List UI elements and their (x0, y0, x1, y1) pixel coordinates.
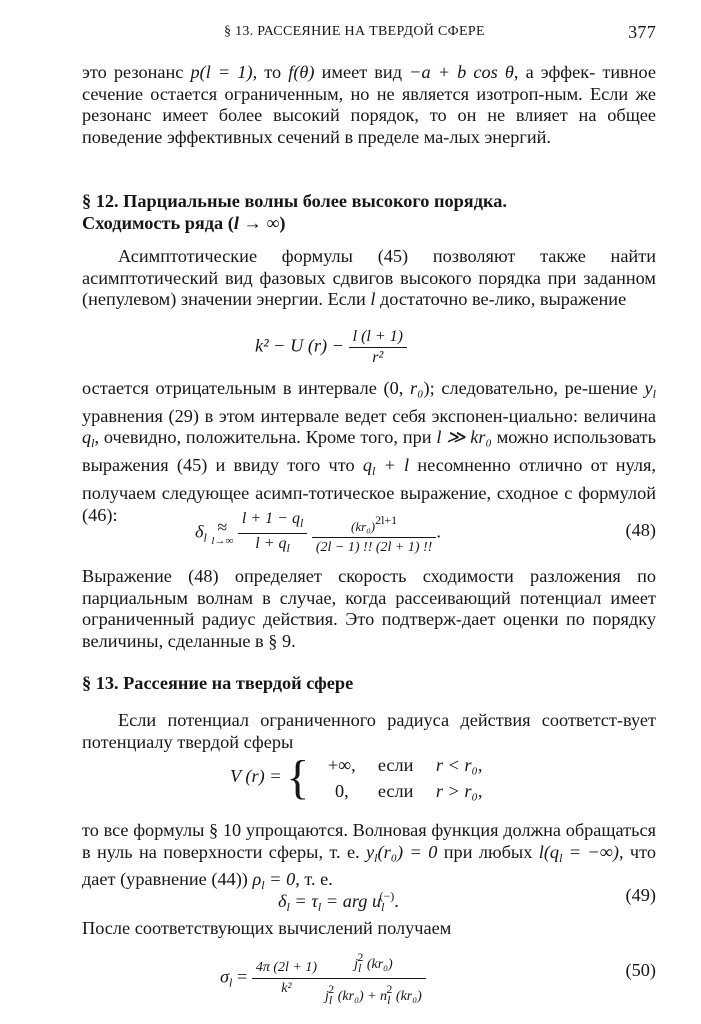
paragraph-convergence: Выражение (48) определяет скорость сходимости разложения по парциальным волнам в случае, когда рассеивающий потенциал имеет ограниченный радиус действия. Это подтверж-дает оценки по порядку величины, сделанные в § 9. (82, 566, 656, 652)
subscript: l (261, 878, 265, 893)
running-title: § 13. РАССЕЯНИЕ НА ТВЕРДОЙ СФЕРЕ (224, 24, 485, 39)
text: тивное сечение остается ограниченным, но не является изотроп-ным. Если же резонанс имеет более высокий порядок, то он не влияет на общее поведение эффективных сечений в пределе ма-лых энергий. (82, 62, 656, 148)
text: , а эффек- (513, 62, 596, 82)
paragraph-resonance (82, 62, 656, 149)
denominator-part: (kr₀) + n (334, 989, 388, 1004)
denominator: j (325, 989, 329, 1004)
math-inline: q (82, 427, 92, 448)
denominator: (2l − 1) !! (2l + 1) !! (315, 539, 433, 555)
math-inline: l ≫ kr₀ (436, 427, 492, 448)
numerator: (kr₀) (351, 518, 376, 534)
text: , то (252, 62, 289, 82)
paragraph-negative-interval (82, 378, 656, 526)
case-word: если (377, 781, 414, 801)
fraction-prefactor (252, 959, 321, 998)
case-value: 0, (334, 781, 349, 801)
limit-subscript: l→∞ (211, 534, 234, 547)
text: при любых (437, 841, 539, 862)
superscript: 2 (357, 950, 364, 964)
paragraph-calculation: После соответствующих вычислений получаем (82, 918, 452, 938)
math-inline: = 0 (264, 869, 296, 890)
case-row (314, 778, 483, 804)
fraction-power (312, 511, 436, 557)
subscript: l (229, 975, 233, 990)
equation-expression (255, 328, 407, 367)
text: Асимптотические формулы (45) позволяют также найти асимптотический вид фазовых сдвигов высокого порядка при заданном (непулевом) значении энергии. Если (82, 246, 656, 310)
subscript: l (559, 850, 563, 865)
fraction-bessel (321, 948, 426, 1009)
text: , что дает (уравнение (44)) (82, 841, 657, 890)
text: ) (279, 213, 286, 233)
paragraph-hard-sphere: Если потенциал ограниченного радиуса действия соответст-вует потенциалу твердой сферы (82, 710, 656, 752)
math: k² − U (r) − (255, 335, 349, 356)
subscript: l (317, 900, 322, 914)
equation-number-50: (50) (625, 960, 656, 980)
text: , т. е. (295, 869, 333, 890)
numerator: l (l + 1) (352, 328, 403, 345)
section-heading-13: § 13. Рассеяние на твердой сфере (82, 673, 354, 693)
case-value: +∞, (327, 755, 356, 775)
subscript: l (286, 900, 290, 914)
brace: { (286, 751, 310, 804)
case-condition: r > r₀, (435, 781, 483, 801)
section-heading-12 (82, 190, 656, 234)
denominator: r² (372, 349, 384, 366)
text: имеет вид (314, 62, 410, 82)
math-inline: ρ (252, 869, 262, 890)
subscript: l (357, 961, 362, 975)
math-inline: l (370, 289, 376, 310)
subscript: l (299, 516, 304, 530)
math-inline: f(θ) (288, 62, 315, 82)
sigma-symbol: σ (220, 966, 230, 987)
math-inline: r₀ (410, 378, 424, 398)
text: ); следовательно, ре-шение (423, 378, 645, 398)
math-inline: l(q (538, 841, 560, 862)
math-inline: y (366, 841, 375, 862)
delta-symbol: δ (195, 521, 204, 542)
math-inline: −a + b cos θ (409, 62, 514, 82)
math-inline: = −∞) (562, 841, 619, 862)
subscript: l (203, 530, 207, 545)
equation-number-48: (48) (625, 520, 656, 540)
fraction (349, 328, 407, 367)
math-inline: p(l = 1) (190, 62, 253, 82)
numerator: 4π (2l + 1) (255, 960, 318, 975)
subscript: l (286, 541, 290, 555)
text: то все формулы § 10 упрощаются. Волновая функция должна обращаться в нуль на поверхности сферы, т. е. (82, 820, 656, 862)
math: = arg u (321, 891, 382, 911)
numerator: j (354, 957, 358, 972)
fraction-q (238, 510, 307, 557)
case-condition: r < r₀, (435, 755, 483, 775)
equation-49 (278, 885, 399, 918)
case-row (314, 752, 483, 778)
math-inline: q (362, 455, 372, 476)
paragraph-asymptotic (82, 246, 656, 311)
cases (314, 752, 483, 804)
denominator: l + q (255, 535, 287, 552)
text: это резонанс (82, 62, 191, 82)
subscript: l (381, 900, 385, 914)
superscript: (−) (379, 889, 395, 903)
equation-50 (220, 948, 426, 1009)
subscript: l (328, 993, 333, 1007)
equals: = (232, 966, 252, 987)
heading-line: § 12. Парциальные волны более высокого порядка. (82, 191, 507, 211)
math-inline: y (644, 378, 653, 398)
math-inline: + l (375, 455, 410, 476)
math-inline: l → ∞ (233, 213, 280, 233)
numerator: l + 1 − q (241, 510, 300, 527)
text: несомненно отлично от нуля, получаем следующее асимп-тотическое выражение, сходное с формулой (46): (82, 455, 656, 525)
numerator-arg: (kr₀) (363, 957, 393, 972)
approx-operator (211, 516, 234, 548)
subscript: l (374, 850, 378, 865)
page-header (82, 22, 656, 44)
text: уравнения (29) в этом интервале ведет себя экспонен-циально: величина (82, 405, 656, 426)
superscript: 2 (328, 982, 335, 996)
denominator-arg: (kr₀) (392, 989, 422, 1004)
subscript: l (371, 464, 376, 479)
page-number: 377 (628, 22, 656, 42)
equation-number-49: (49) (625, 885, 656, 905)
math-inline: (r₀) = 0 (377, 841, 438, 862)
text: достаточно ве-лико, выражение (375, 289, 627, 310)
approx-symbol: ≈ (217, 516, 228, 537)
subscript: l (91, 436, 95, 451)
math: V (r) = (230, 766, 287, 787)
math: δ (278, 891, 287, 911)
equation-potential (230, 752, 482, 804)
math: . (394, 891, 399, 911)
superscript: 2l+1 (375, 512, 398, 527)
equation-48: $\delta_l$ ≈ l→∞ $\frac{l + 1 - q_l}{l + q_l}$ $\frac{\text{(kr₀)2l+1}}{(2l - 1) !! (2l + 1) !!}$ . (195, 510, 441, 555)
heading-line (82, 212, 656, 234)
denominator: k² (281, 981, 292, 996)
text: Сходимость ряда ( (82, 213, 234, 233)
text: остается отрицательным в интервале (0, (82, 378, 411, 398)
case-word: если (377, 755, 414, 775)
text: , очевидно, положительна. Кроме того, при (94, 427, 437, 448)
math: = τ (289, 891, 318, 911)
text: можно использовать выражения (45) и ввиду того что (82, 427, 656, 476)
superscript: 2 (386, 982, 393, 996)
subscript: l (652, 387, 657, 401)
subscript: l (387, 993, 391, 1007)
